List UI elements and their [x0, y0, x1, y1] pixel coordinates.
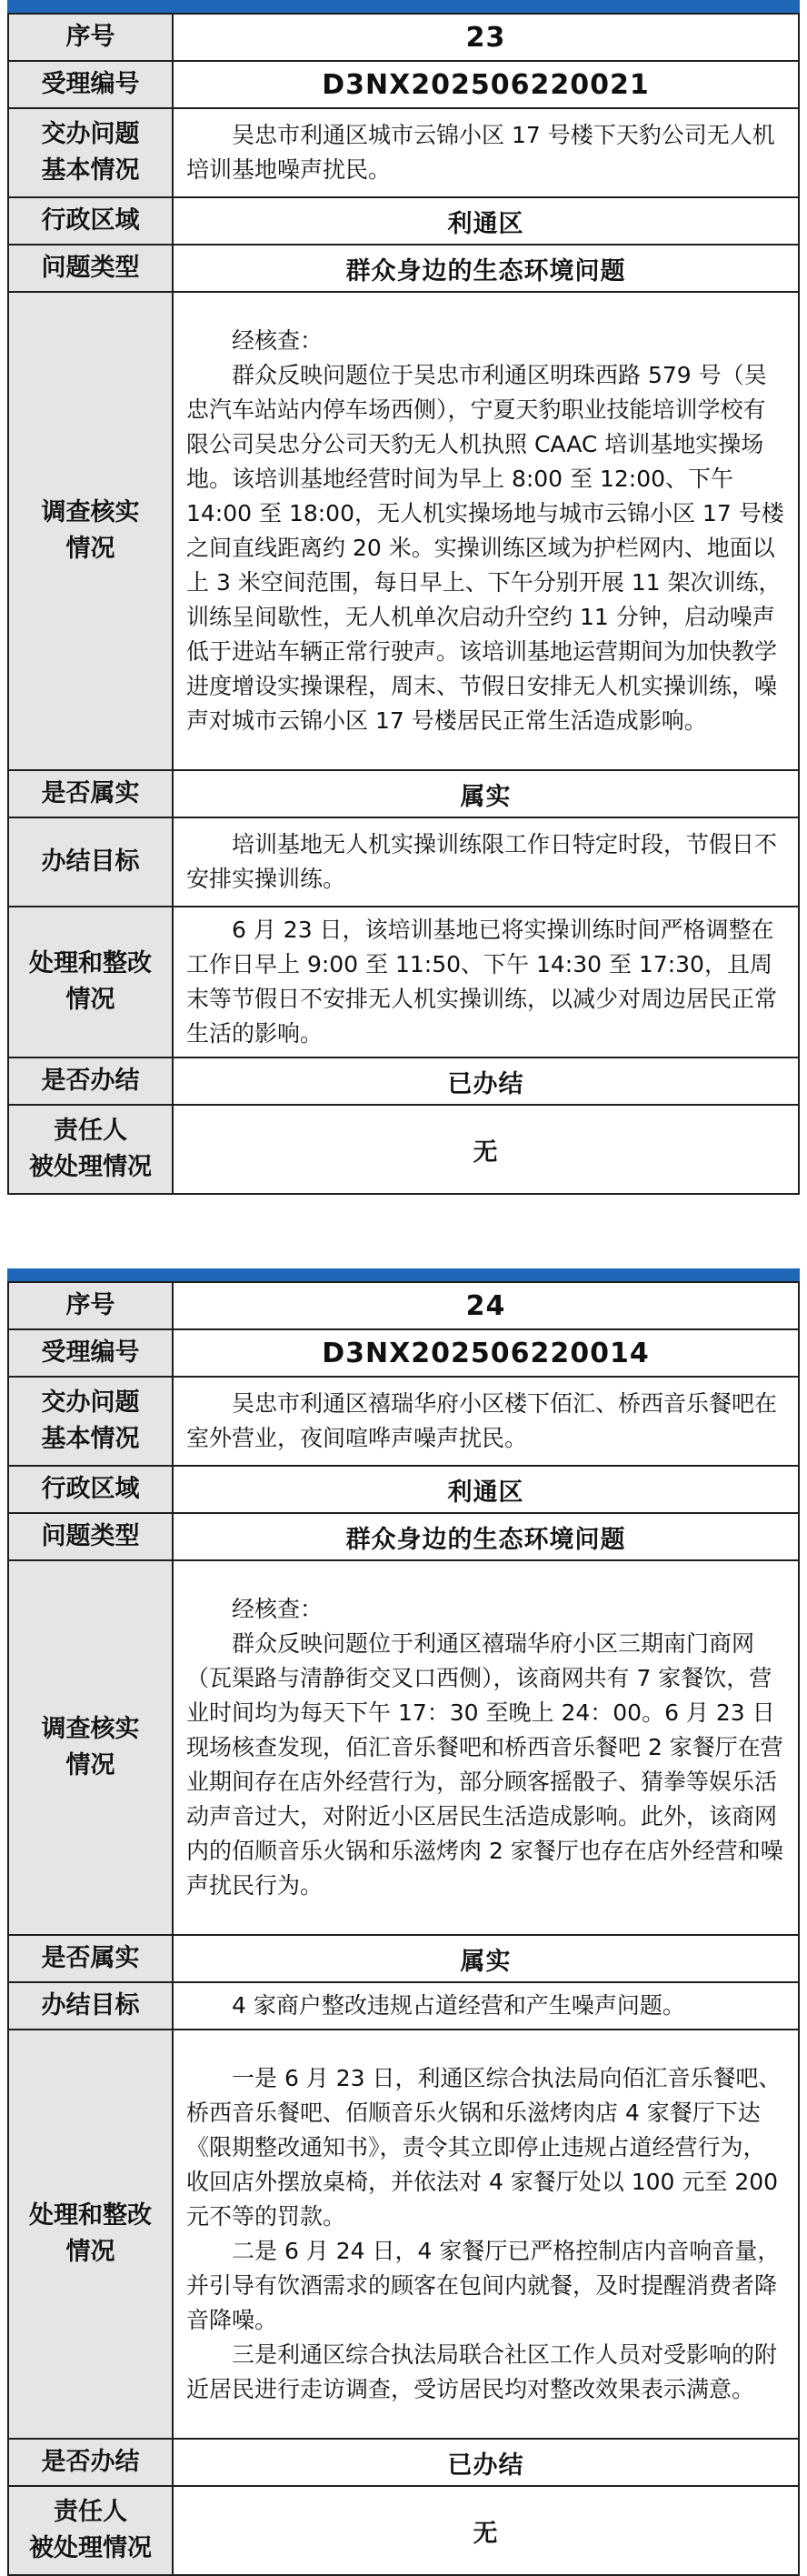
row-handling	[8, 907, 799, 1057]
label-is-closed: 是否办结	[8, 2439, 173, 2486]
label-district: 行政区域	[8, 1466, 173, 1513]
label-investigation-line2: 情况	[65, 1751, 115, 1779]
value-basic-info	[173, 108, 799, 197]
value-accept-no: D3NX202506220021	[173, 61, 799, 108]
value-handling	[173, 2030, 799, 2439]
row-is-true	[8, 770, 799, 817]
value-problem-type: 群众身边的生态环境问题	[173, 1513, 799, 1560]
label-accept-no: 受理编号	[8, 61, 173, 108]
row-accept-no	[8, 61, 799, 108]
value-is-closed: 已办结	[173, 1057, 799, 1105]
label-problem-type: 问题类型	[8, 245, 173, 292]
label-serial: 序号	[8, 14, 173, 61]
record-table	[7, 13, 800, 1195]
label-investigation-line1: 调查核实	[41, 1715, 140, 1743]
row-accept-no	[8, 1329, 799, 1377]
handling-paragraph: 一是 6 月 23 日，利通区综合执法局向佰汇音乐餐吧、桥西音乐餐吧、佰顺音乐火锅和乐滋烤肉店 4 家餐厅下达《限期整改通知书》，责令其立即停止违规占道经营行为，收回店外摆放桌椅，并依法对 4 家餐厅处以 100 元至 200 元不等的罚款。	[186, 2065, 782, 2230]
label-investigation-line2: 情况	[65, 535, 115, 563]
row-problem-type	[8, 245, 799, 292]
label-basic-info-line1: 交办问题	[41, 1388, 140, 1417]
label-responsible-line1: 责任人	[54, 2498, 127, 2526]
record-top-bar	[7, 0, 800, 13]
label-handling-line1: 处理和整改	[29, 2201, 152, 2230]
label-handling-line2: 情况	[65, 2238, 115, 2266]
label-is-closed: 是否办结	[8, 1057, 173, 1105]
row-responsible	[8, 1105, 799, 1194]
label-problem-type: 问题类型	[8, 1513, 173, 1560]
label-responsible-line2: 被处理情况	[29, 1153, 152, 1181]
basic-info-text: 吴忠市利通区禧瑞华府小区楼下佰汇、桥西音乐餐吧在室外营业，夜间喧哗声噪声扰民。	[186, 1390, 778, 1451]
value-problem-type: 群众身边的生态环境问题	[173, 245, 799, 292]
value-is-true: 属实	[173, 770, 799, 817]
row-serial	[8, 1282, 799, 1329]
label-basic-info	[8, 1377, 173, 1466]
investigation-paragraph: 群众反映问题位于利通区禧瑞华府小区三期南门商网（瓦渠路与清静街交叉口西侧），该商网共有 7 家餐饮，营业时间均为每天下午 17：30 至晚上 24：00。6 月 23 日现场核查发现，佰汇音乐餐吧和桥西音乐餐吧 2 家餐厅在营业期间存在店外经营行为，部分顾客摇骰子、猜拳等娱乐活动声音过大，对附近小区居民生活造成影响。此外，该商网内的佰顺音乐火锅和乐滋烤肉 2 家餐厅也存在店外经营和噪声扰民行为。	[186, 1630, 783, 1899]
value-is-true: 属实	[173, 1935, 799, 1982]
label-serial: 序号	[8, 1282, 173, 1329]
label-handling	[8, 907, 173, 1057]
value-investigation	[173, 1560, 799, 1935]
handling-paragraph: 三是利通区综合执法局联合社区工作人员对受影响的附近居民进行走访调查，受访居民均对整改效果表示满意。	[186, 2341, 778, 2402]
row-is-closed	[8, 2439, 799, 2486]
value-district: 利通区	[173, 197, 799, 245]
row-goal	[8, 1982, 799, 2030]
value-serial: 24	[173, 1282, 799, 1329]
label-district: 行政区域	[8, 197, 173, 245]
row-is-closed	[8, 1057, 799, 1105]
row-responsible	[8, 2486, 799, 2575]
investigation-paragraph: 经核查：	[232, 327, 324, 354]
row-district	[8, 1466, 799, 1513]
label-handling	[8, 2030, 173, 2439]
value-district: 利通区	[173, 1466, 799, 1513]
row-district	[8, 197, 799, 245]
value-handling	[173, 907, 799, 1057]
handling-paragraph: 6 月 23 日，该培训基地已将实操训练时间严格调整在工作日早上 9:00 至 11:50、下午 14:30 至 17:30，且周末等节假日不安排无人机实操训练，以减少对周边居民正常生活的影响。	[186, 917, 778, 1047]
label-investigation	[8, 292, 173, 770]
record-table	[7, 1281, 800, 2576]
value-accept-no: D3NX202506220014	[173, 1329, 799, 1377]
value-responsible: 无	[173, 1105, 799, 1194]
label-responsible-line1: 责任人	[54, 1117, 127, 1145]
record-24	[0, 1268, 807, 2576]
label-accept-no: 受理编号	[8, 1329, 173, 1377]
label-basic-info-line1: 交办问题	[41, 120, 140, 148]
row-goal	[8, 817, 799, 907]
label-is-true: 是否属实	[8, 1935, 173, 1982]
label-handling-line1: 处理和整改	[29, 949, 152, 977]
row-investigation	[8, 1560, 799, 1935]
row-is-true	[8, 1935, 799, 1982]
value-is-closed: 已办结	[173, 2439, 799, 2486]
value-investigation	[173, 292, 799, 770]
value-serial: 23	[173, 14, 799, 61]
row-handling	[8, 2030, 799, 2439]
label-basic-info-line2: 基本情况	[41, 1425, 140, 1453]
investigation-paragraph: 群众反映问题位于吴忠市利通区明珠西路 579 号（吴忠汽车站站内停车场西侧），宁夏天豹职业技能培训学校有限公司吴忠分公司天豹无人机执照 CAAC 培训基地实操场地。该培训基地经营时间为早上 8:00 至 12:00、下午 14:00 至 18:00，无人机实操场地与城市云锦小区 17 号楼之间直线距离约 20 米。实操训练区域为护栏网内、地面以上 3 米空间范围，每日早上、下午分别开展 11 架次训练，训练呈间歇性，无人机单次启动升空约 11 分钟，启动噪声低于进站车辆正常行驶声。该培训基地运营期间为加快教学进度增设实操课程，周末、节假日安排无人机实操训练，噪声对城市云锦小区 17 号楼居民正常生活造成影响。	[186, 362, 784, 734]
goal-text: 4 家商户整改违规占道经营和产生噪声问题。	[232, 1992, 685, 2019]
value-goal	[173, 1982, 799, 2030]
value-responsible: 无	[173, 2486, 799, 2575]
label-basic-info-line2: 基本情况	[41, 156, 140, 185]
label-responsible	[8, 2486, 173, 2575]
value-goal	[173, 817, 799, 907]
label-investigation-line1: 调查核实	[41, 498, 140, 526]
row-investigation	[8, 292, 799, 770]
label-responsible-line2: 被处理情况	[29, 2534, 152, 2562]
record-23	[0, 0, 807, 1195]
basic-info-text: 吴忠市利通区城市云锦小区 17 号楼下天豹公司无人机培训基地噪声扰民。	[186, 122, 775, 183]
label-basic-info	[8, 108, 173, 197]
row-problem-type	[8, 1513, 799, 1560]
label-handling-line2: 情况	[65, 986, 115, 1014]
record-top-bar	[7, 1268, 800, 1281]
row-basic-info	[8, 1377, 799, 1466]
row-basic-info	[8, 108, 799, 197]
row-serial	[8, 14, 799, 61]
label-goal: 办结目标	[8, 817, 173, 907]
goal-text: 培训基地无人机实操训练限工作日特定时段，节假日不安排实操训练。	[186, 831, 778, 892]
label-investigation	[8, 1560, 173, 1935]
handling-paragraph: 二是 6 月 24 日，4 家餐厅已严格控制店内音响音量，并引导有饮酒需求的顾客在包间内就餐，及时提醒消费者降音降噪。	[186, 2238, 781, 2333]
label-responsible	[8, 1105, 173, 1194]
investigation-paragraph: 经核查：	[232, 1596, 324, 1622]
label-goal: 办结目标	[8, 1982, 173, 2030]
label-is-true: 是否属实	[8, 770, 173, 817]
value-basic-info	[173, 1377, 799, 1466]
